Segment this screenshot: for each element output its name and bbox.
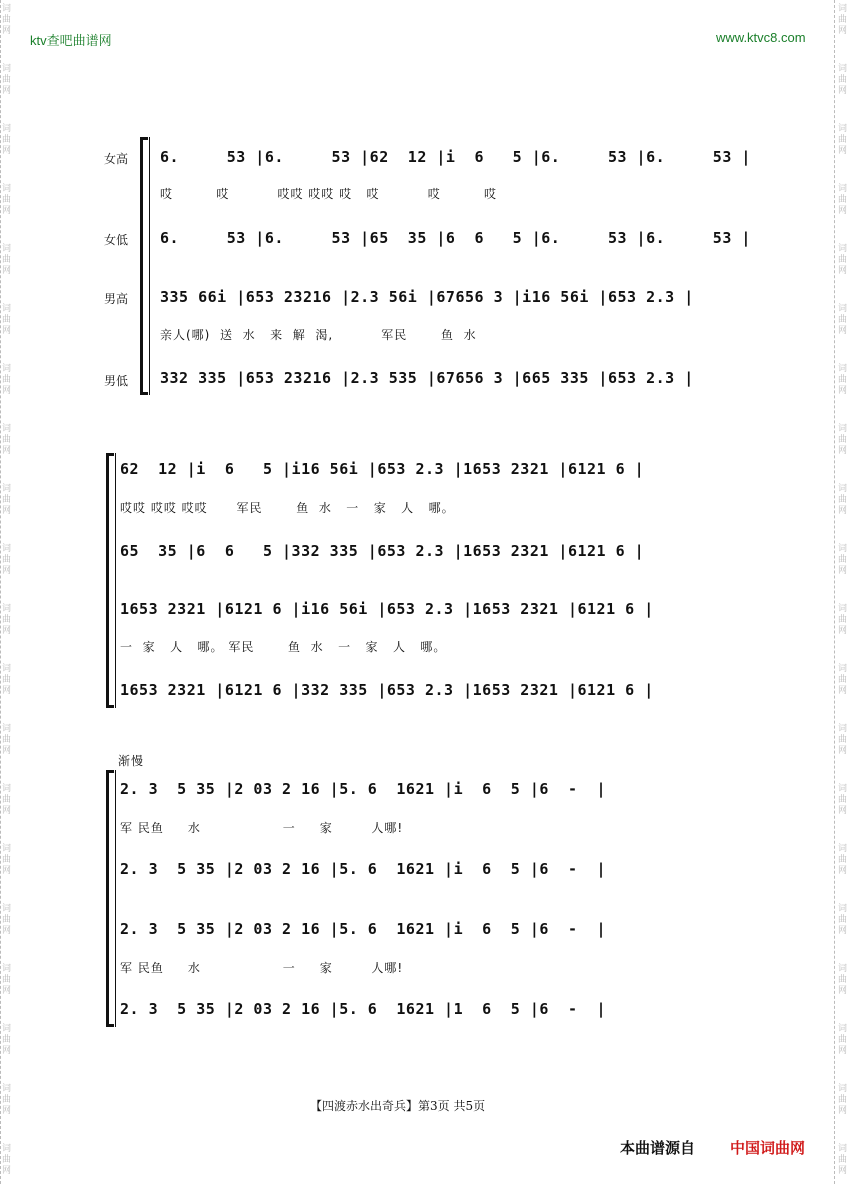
notation-line-tenor: 2. 3 5 35 |2 03 2 16 |5. 6 1621 |i 6 5 |6 - | [120, 920, 607, 938]
lyric-line: 哎哎 哎哎 哎哎 军民 鱼 水 一 家 人 哪。 [120, 501, 455, 515]
notation-line-bass: 1653 2321 |6121 6 |332 335 |653 2.3 |1653 2321 |6121 6 | [120, 681, 654, 699]
notation-line-tenor: 335 66i |653 23216 |2.3 56i |67656 3 |i16 56i |653 2.3 | [160, 288, 694, 306]
watermark-text: 词曲网 [838, 184, 848, 216]
system-line [115, 453, 116, 708]
watermark-text: 词曲网 [838, 364, 848, 396]
notation-line-alto: 65 35 |6 6 5 |332 335 |653 2.3 |1653 2321 |6121 6 | [120, 542, 645, 560]
watermark-text: 词曲网 [2, 784, 12, 816]
watermark-text: 词曲网 [2, 124, 12, 156]
part-label-alto: 女低 [104, 233, 129, 247]
watermark-text: 词曲网 [838, 724, 848, 756]
watermark-text: 词曲网 [2, 544, 12, 576]
notation-line-bass: 332 335 |653 23216 |2.3 535 |67656 3 |665 335 |653 2.3 | [160, 369, 694, 387]
watermark-text: 词曲网 [2, 364, 12, 396]
watermark-text: 词曲网 [838, 1084, 848, 1116]
watermark-text: 词曲网 [2, 1084, 12, 1116]
notation-line-bass: 2. 3 5 35 |2 03 2 16 |5. 6 1621 |1 6 5 |6 - | [120, 1000, 607, 1018]
watermark-text: 词曲网 [838, 1144, 848, 1176]
watermark-text: 词曲网 [838, 484, 848, 516]
notation-line-tenor: 1653 2321 |6121 6 |i16 56i |653 2.3 |1653 2321 |6121 6 | [120, 600, 654, 618]
watermark-text: 词曲网 [2, 64, 12, 96]
watermark-text: 词曲网 [838, 784, 848, 816]
system-bracket [106, 453, 109, 708]
system-bracket [140, 137, 143, 395]
right-watermark-strip [834, 0, 849, 1184]
watermark-text: 词曲网 [838, 244, 848, 276]
notation-line-soprano: 2. 3 5 35 |2 03 2 16 |5. 6 1621 |i 6 5 |6 - | [120, 780, 607, 798]
watermark-text: 词曲网 [2, 844, 12, 876]
watermark-text: 词曲网 [2, 244, 12, 276]
site-name-header: ktv查吧曲谱网 [30, 33, 112, 48]
part-label-soprano: 女高 [104, 152, 129, 166]
left-watermark-strip [0, 0, 15, 1184]
watermark-text: 词曲网 [2, 904, 12, 936]
watermark-text: 词曲网 [838, 664, 848, 696]
notation-line-alto: 2. 3 5 35 |2 03 2 16 |5. 6 1621 |i 6 5 |6 - | [120, 860, 607, 878]
notation-line-soprano: 62 12 |i 6 5 |i16 56i |653 2.3 |1653 2321 |6121 6 | [120, 460, 645, 478]
source-prefix: 本曲谱源自 [620, 1139, 696, 1157]
watermark-text: 词曲网 [2, 664, 12, 696]
system-line [149, 137, 150, 395]
system-line [115, 770, 116, 1027]
watermark-text: 词曲网 [838, 604, 848, 636]
watermark-text: 词曲网 [838, 1024, 848, 1056]
watermark-text: 词曲网 [838, 304, 848, 336]
source-site: 中国词曲网 [730, 1139, 806, 1157]
watermark-text: 词曲网 [2, 484, 12, 516]
lyric-line: 军 民鱼 水 一 家 人哪! [120, 821, 404, 835]
watermark-text: 词曲网 [2, 1024, 12, 1056]
watermark-text: 词曲网 [838, 124, 848, 156]
part-label-tenor: 男高 [104, 292, 129, 306]
watermark-text: 词曲网 [838, 904, 848, 936]
lyric-line: 哎 哎 哎哎 哎哎 哎 哎 哎 哎 [160, 187, 498, 201]
page-caption: 【四渡赤水出奇兵】第3页 共5页 [310, 1099, 486, 1113]
lyric-line: 军 民鱼 水 一 家 人哪! [120, 961, 404, 975]
watermark-text: 词曲网 [838, 424, 848, 456]
watermark-text: 词曲网 [2, 424, 12, 456]
watermark-text: 词曲网 [2, 604, 12, 636]
lyric-line: 亲人(哪) 送 水 来 解 渴, 军民 鱼 水 [160, 328, 477, 342]
watermark-text: 词曲网 [2, 724, 12, 756]
notation-line-soprano: 6. 53 |6. 53 |62 12 |i 6 5 |6. 53 |6. 53 | [160, 148, 751, 166]
system-bracket [106, 770, 109, 1027]
part-label-bass: 男低 [104, 374, 129, 388]
watermark-text: 词曲网 [838, 544, 848, 576]
watermark-text: 词曲网 [838, 4, 848, 36]
tempo-marking: 渐慢 [118, 754, 145, 768]
watermark-text: 词曲网 [2, 184, 12, 216]
notation-line-alto: 6. 53 |6. 53 |65 35 |6 6 5 |6. 53 |6. 53 | [160, 229, 751, 247]
watermark-text: 词曲网 [838, 964, 848, 996]
watermark-text: 词曲网 [2, 964, 12, 996]
watermark-text: 词曲网 [2, 4, 12, 36]
watermark-text: 词曲网 [838, 844, 848, 876]
site-url-header: www.ktvc8.com [716, 30, 806, 45]
watermark-text: 词曲网 [2, 1144, 12, 1176]
lyric-line: 一 家 人 哪。 军民 鱼 水 一 家 人 哪。 [120, 640, 447, 654]
watermark-text: 词曲网 [2, 304, 12, 336]
watermark-text: 词曲网 [838, 64, 848, 96]
